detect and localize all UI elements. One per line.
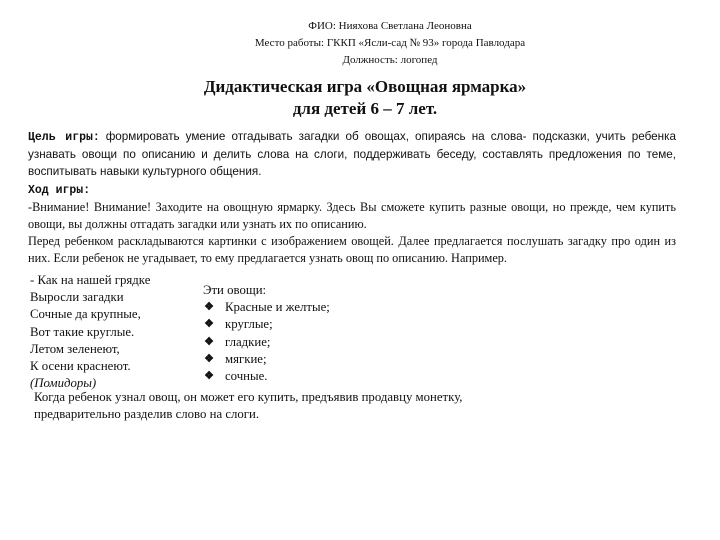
riddle-line: Сочные да крупные, <box>30 307 141 322</box>
course-paragraph-2: Перед ребенком раскладываются картинки с изображением овощей. Далее предлагается послушать загадку про один из них. Если ребенок не угадывает, то ему предлагается узнать овощ по описанию. Например. <box>28 234 676 266</box>
list-item-text: Красные и желтые; <box>225 300 330 315</box>
diamond-bullet-icon: ❖ <box>204 301 214 314</box>
riddle-line: Вот такие круглые. <box>30 324 135 339</box>
course-heading <box>28 181 676 199</box>
diamond-bullet-icon: ❖ <box>204 318 214 331</box>
diamond-bullet-icon: ❖ <box>204 352 214 365</box>
riddle-line: - Как на нашей грядке <box>30 273 151 287</box>
riddle-answer: (Помидоры) <box>30 376 97 391</box>
goal-text: формировать умение отгадывать загадки об овощах, опираясь на слова- подсказки, учить ребенка узнавать овощи по описанию и делить слова на слоги, поддерживать беседу, составлять предложения по теме, воспитывать навыки культурного общения. <box>28 130 676 179</box>
list-item <box>203 316 330 333</box>
title-line-1: Дидактическая игра «Овощная ярмарка» <box>203 77 527 96</box>
list-item-text: круглые; <box>225 317 273 332</box>
diamond-bullet-icon: ❖ <box>204 335 214 348</box>
list-item <box>203 368 330 385</box>
game-description <box>28 128 676 268</box>
diamond-bullet-icon: ❖ <box>204 370 214 383</box>
goal-label: Цель игры: <box>28 131 100 144</box>
closing-line-1: Когда ребенок узнал овощ, он может его купить, предъявив продавцу монетку, <box>34 390 463 404</box>
closing-line-2: предварительно разделив слово на слоги. <box>34 407 260 422</box>
riddle-line: Летом зеленеют, <box>30 341 120 356</box>
author-header <box>180 18 600 69</box>
list-item <box>203 334 330 351</box>
list-item-text: гладкие; <box>225 334 271 349</box>
title-line-2: для детей 6 – 7 лет. <box>292 99 438 118</box>
list-item-text: сочные. <box>225 369 268 384</box>
course-paragraph-1: -Внимание! Внимание! Заходите на овощную ярмарку. Здесь Вы сможете купить разные овощи, но прежде, чем купить овощи, вы должны отгадать загадки или узнать их по описанию. <box>28 199 676 232</box>
riddle-line: Выросли загадки <box>30 290 124 305</box>
list-item <box>203 299 330 316</box>
riddle-poem <box>30 272 150 392</box>
vegetable-list-title: Эти овощи: <box>203 283 267 297</box>
vegetable-list <box>203 299 330 385</box>
closing-paragraph <box>34 389 674 423</box>
author-name: ФИО: Нияхова Светлана Леоновна <box>308 20 472 32</box>
vegetable-description <box>203 282 330 385</box>
author-position: Должность: логопед <box>342 54 438 66</box>
page-title <box>120 76 610 120</box>
list-item-text: мягкие; <box>225 351 267 366</box>
course-label: Ход игры: <box>28 183 91 197</box>
goal-paragraph <box>28 128 676 181</box>
riddle-line: К осени краснеют. <box>30 359 131 374</box>
list-item <box>203 351 330 368</box>
author-workplace: Место работы: ГККП «Ясли-сад № 93» города Павлодара <box>254 37 526 49</box>
